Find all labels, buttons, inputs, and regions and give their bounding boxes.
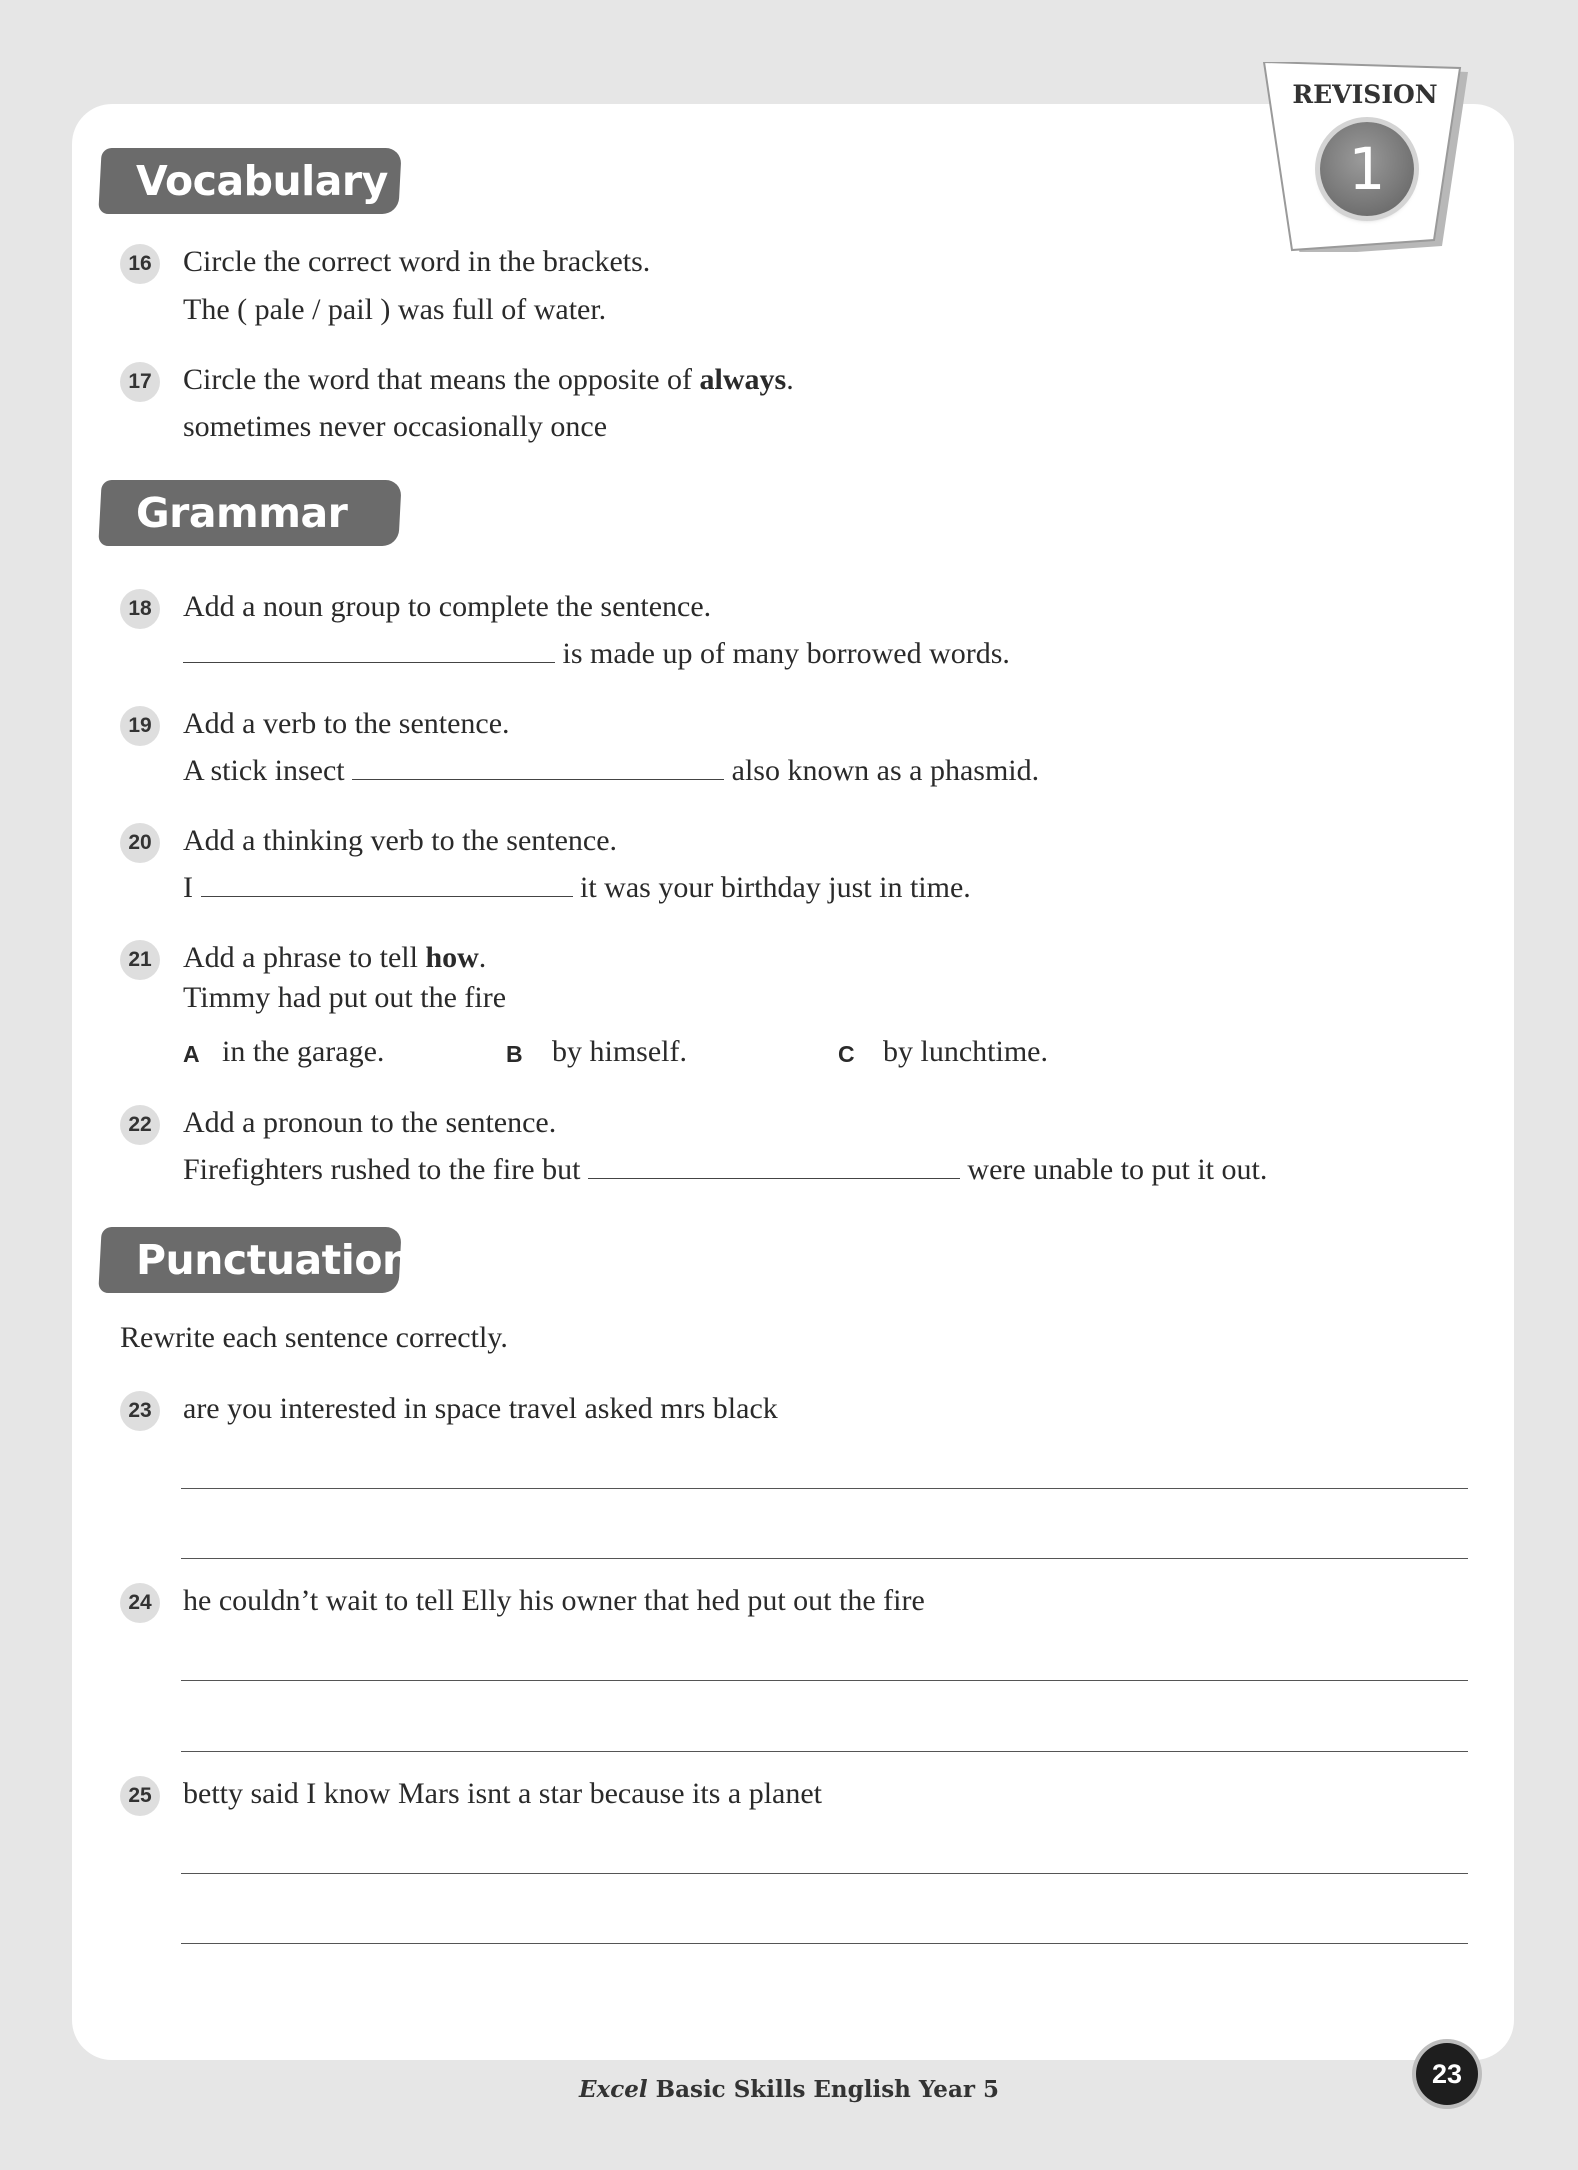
revision-label: REVISION — [1292, 80, 1438, 109]
footer-brand: Excel — [579, 2076, 648, 2103]
prompt-keyword: always — [699, 363, 787, 396]
answer-line[interactable] — [181, 1488, 1468, 1489]
question-prompt: Add a verb to the sentence. — [183, 707, 510, 740]
question-number: 17 — [120, 362, 160, 402]
question-number: 24 — [120, 1583, 160, 1623]
option-text-a[interactable]: in the garage. — [222, 1035, 385, 1068]
question-sentence — [183, 636, 1010, 672]
prompt-text: . — [786, 363, 794, 396]
answer-line[interactable] — [181, 1943, 1468, 1944]
sentence-text: I — [183, 871, 193, 904]
page-number-badge: 23 — [1416, 2043, 1478, 2105]
prompt-text: Circle the word that means the opposite of — [183, 363, 700, 396]
revision-number-badge: 1 — [1320, 122, 1414, 216]
answer-line[interactable] — [181, 1680, 1468, 1681]
word-choices: sometimes never occasionally once — [183, 410, 608, 443]
question-number: 19 — [120, 706, 160, 746]
question-number: 16 — [120, 244, 160, 284]
question-number: 23 — [120, 1391, 160, 1431]
answer-blank[interactable] — [588, 1152, 960, 1179]
question-prompt: Circle the correct word in the brackets. — [183, 245, 651, 278]
section-title: Vocabulary — [136, 157, 388, 205]
answer-line[interactable] — [181, 1558, 1468, 1559]
question-number: 18 — [120, 589, 160, 629]
footer-book-title: Basic Skills English Year 5 — [647, 2076, 999, 2103]
option-text-b[interactable]: by himself. — [552, 1035, 687, 1068]
prompt-keyword: how — [425, 941, 479, 974]
footer-title — [0, 2076, 1578, 2103]
sentence-text: Firefighters rushed to the fire but — [183, 1153, 581, 1186]
question-sentence: The ( pale / pail ) was full of water. — [183, 293, 607, 326]
sentence-text: were unable to put it out. — [967, 1153, 1268, 1186]
question-sentence: Timmy had put out the fire — [183, 981, 507, 1014]
answer-blank[interactable] — [352, 753, 724, 780]
section-header-grammar — [98, 480, 401, 546]
sentence-text: is made up of many borrowed words. — [562, 637, 1010, 670]
question-prompt — [183, 940, 486, 976]
option-letter-a[interactable]: A — [183, 1041, 200, 1067]
prompt-text: Add a phrase to tell — [183, 941, 426, 974]
question-sentence: he couldn’t wait to tell Elly his owner that hed put out the fire — [183, 1584, 925, 1617]
option-letter-c[interactable]: C — [838, 1041, 855, 1067]
question-prompt: Add a noun group to complete the sentence. — [183, 590, 712, 623]
question-sentence — [183, 1152, 1267, 1188]
question-number: 21 — [120, 940, 160, 980]
answer-line[interactable] — [181, 1751, 1468, 1752]
sentence-text: also known as a phasmid. — [731, 754, 1040, 787]
section-instruction: Rewrite each sentence correctly. — [120, 1321, 508, 1354]
question-number: 20 — [120, 823, 160, 863]
section-header-punctuation — [98, 1227, 411, 1293]
question-sentence: are you interested in space travel asked mrs black — [183, 1392, 778, 1425]
question-sentence — [183, 870, 971, 906]
revision-tab — [1262, 62, 1468, 252]
option-text-c[interactable]: by lunchtime. — [883, 1035, 1048, 1068]
question-sentence: betty said I know Mars isnt a star because its a planet — [183, 1777, 822, 1810]
section-header-vocabulary — [98, 148, 401, 214]
question-prompt: Add a pronoun to the sentence. — [183, 1106, 557, 1139]
sentence-text: it was your birthday just in time. — [580, 871, 971, 904]
question-number: 25 — [120, 1776, 160, 1816]
prompt-text: . — [478, 941, 487, 974]
question-prompt — [183, 362, 794, 398]
sentence-text: A stick insect — [183, 754, 345, 787]
answer-blank[interactable] — [201, 870, 573, 897]
question-number: 22 — [120, 1105, 160, 1145]
section-title: Grammar — [136, 489, 348, 537]
question-prompt: Add a thinking verb to the sentence. — [183, 824, 618, 857]
option-letter-b[interactable]: B — [506, 1041, 523, 1067]
answer-line[interactable] — [181, 1873, 1468, 1874]
section-title: Punctuation — [136, 1236, 411, 1284]
answer-blank[interactable] — [183, 636, 555, 663]
question-sentence — [183, 753, 1039, 789]
